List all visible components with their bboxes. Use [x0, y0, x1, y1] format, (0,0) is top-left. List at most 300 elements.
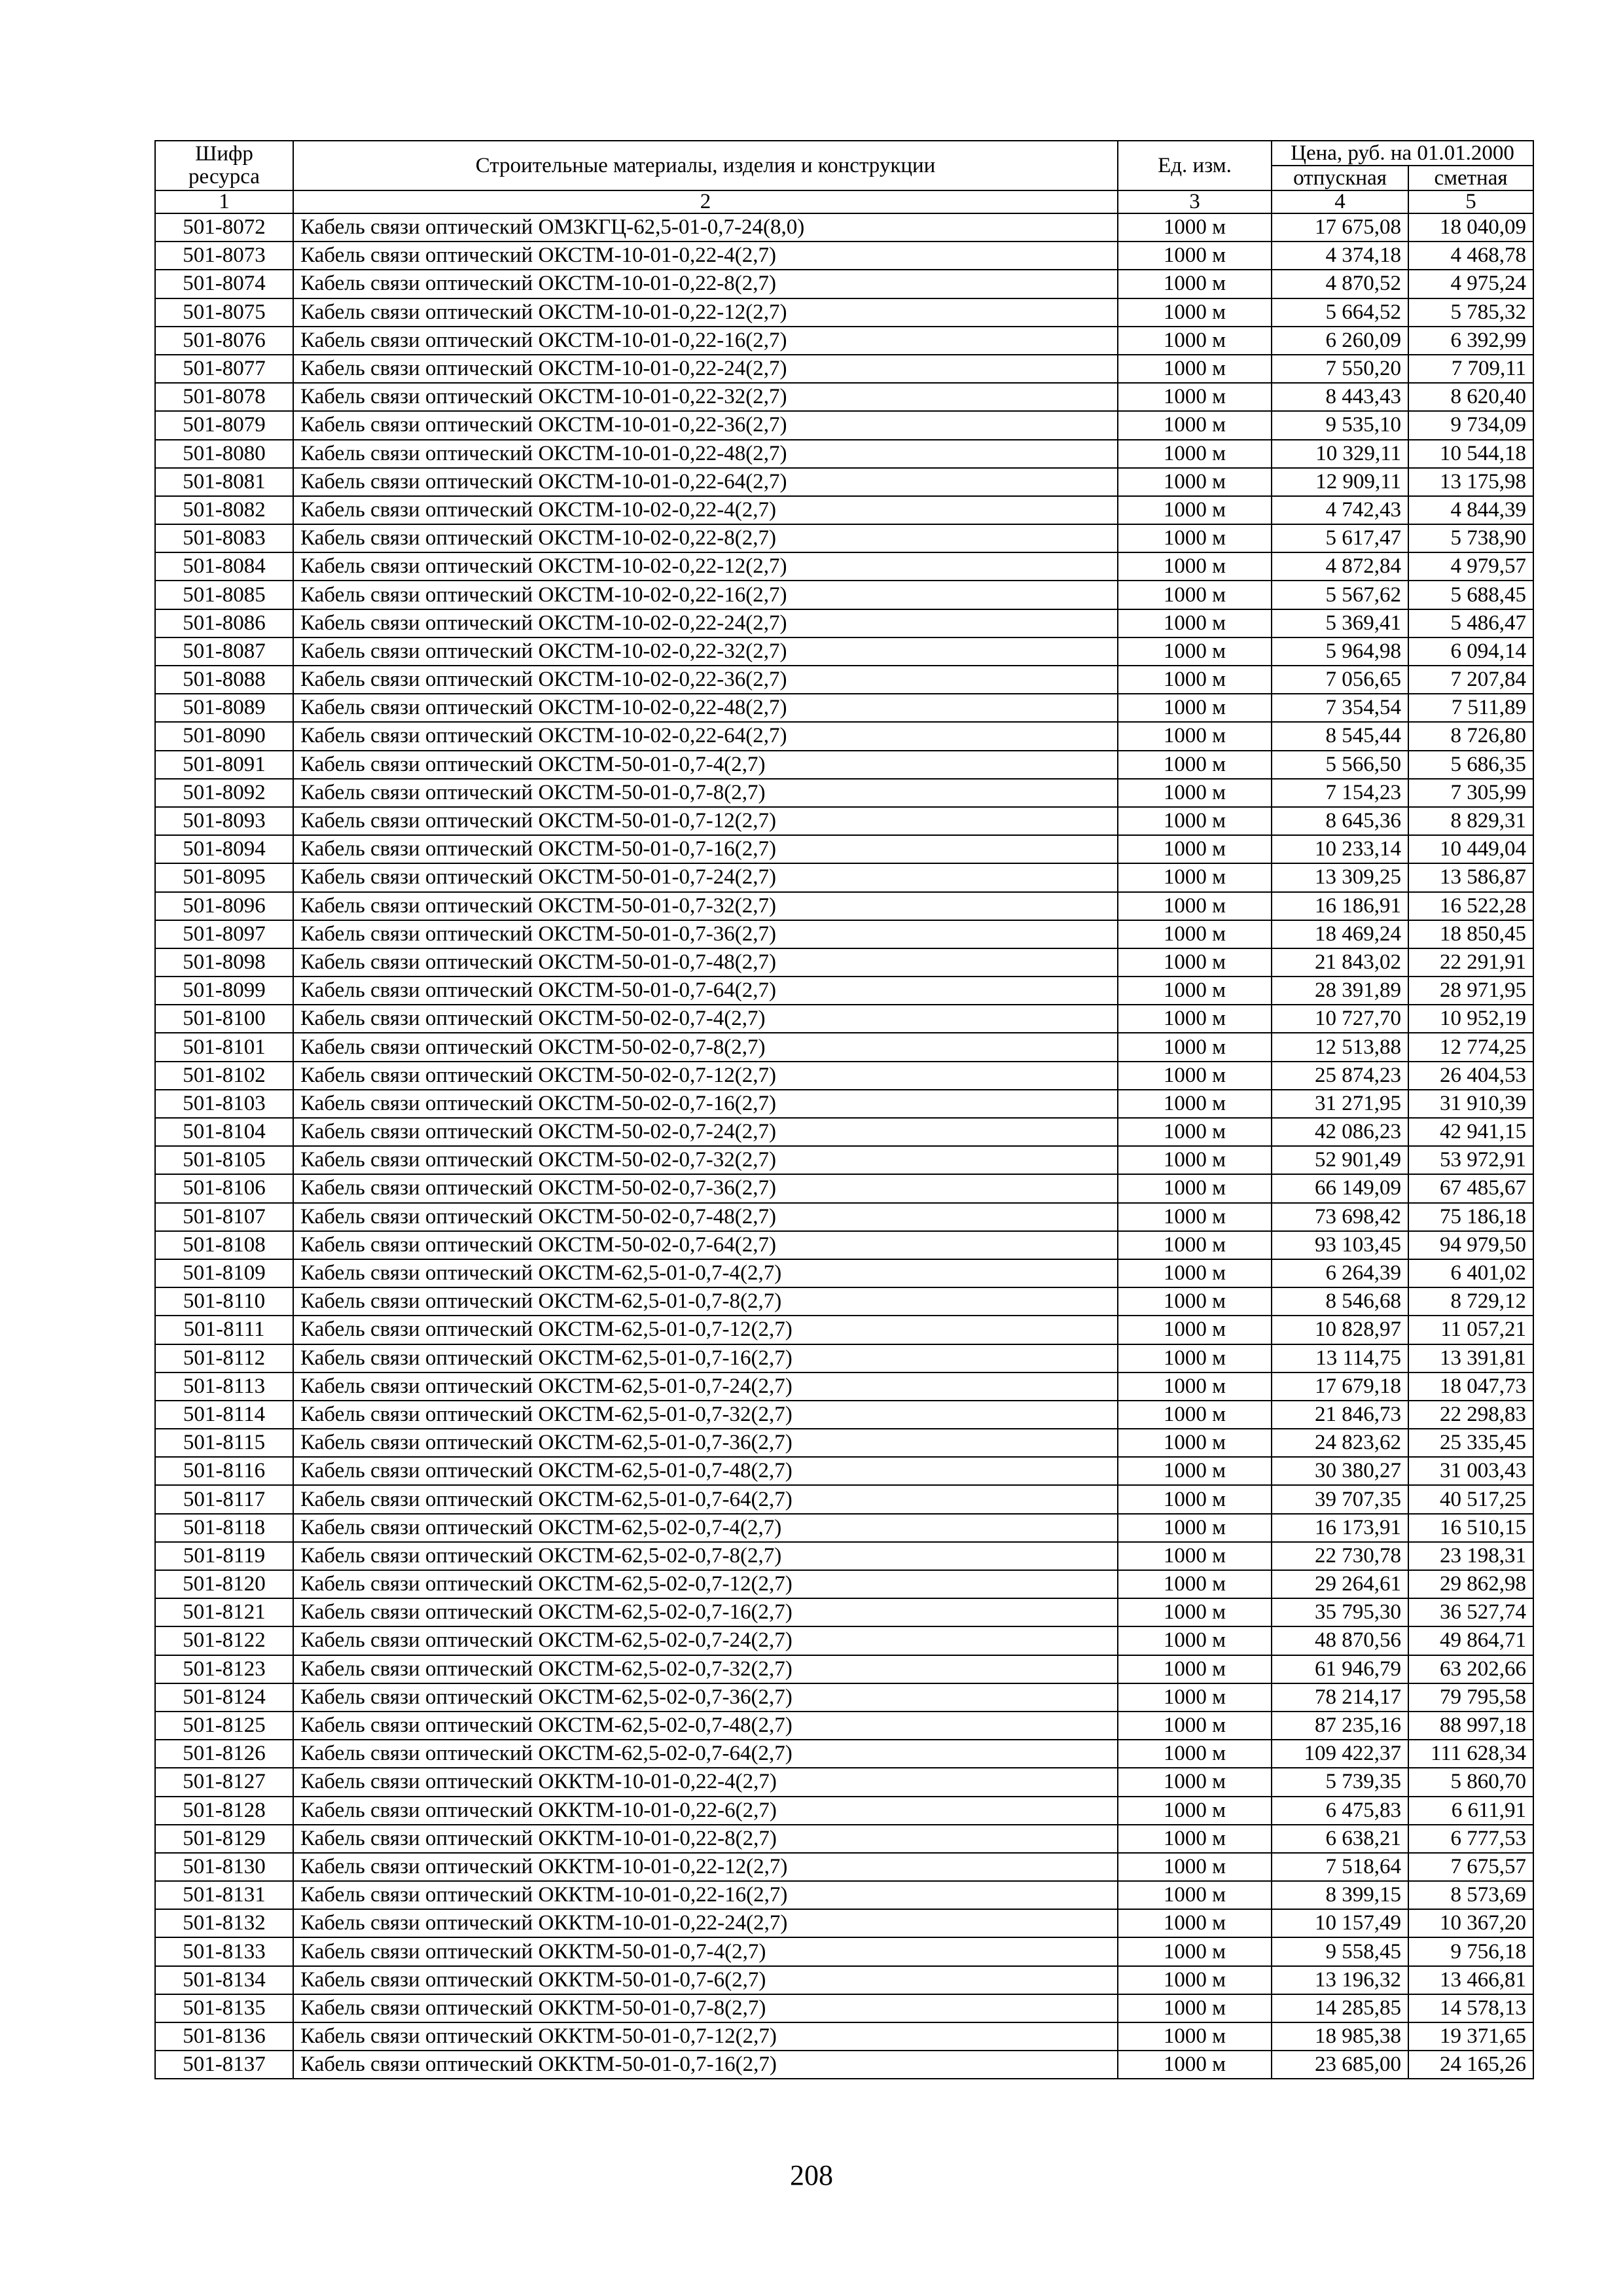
material-name-cell: Кабель связи оптический ОКСТМ-10-02-0,22-4(2,7) [293, 496, 1118, 524]
resource-code-cell: 501-8131 [155, 1881, 293, 1909]
resource-code-cell: 501-8076 [155, 327, 293, 355]
table-row [155, 1203, 1533, 1231]
release-price-cell: 42 086,23 [1272, 1118, 1408, 1146]
table-row [155, 298, 1533, 327]
table-row [155, 1825, 1533, 1853]
unit-cell: 1000 м [1118, 355, 1272, 383]
unit-cell: 1000 м [1118, 920, 1272, 948]
table-row [155, 440, 1533, 468]
release-price-cell: 35 795,30 [1272, 1598, 1408, 1626]
resource-code-cell: 501-8083 [155, 524, 293, 552]
release-price-cell: 7 518,64 [1272, 1853, 1408, 1881]
table-row [155, 355, 1533, 383]
material-name-cell: Кабель связи оптический ОКСТМ-50-01-0,7-4(2,7) [293, 751, 1118, 779]
estimate-price-cell: 12 774,25 [1408, 1033, 1533, 1061]
release-price-cell: 6 264,39 [1272, 1259, 1408, 1287]
release-price-cell: 5 617,47 [1272, 524, 1408, 552]
estimate-price-cell: 14 578,13 [1408, 1994, 1533, 2022]
resource-code-cell: 501-8112 [155, 1344, 293, 1372]
material-name-cell: Кабель связи оптический ОКСТМ-62,5-02-0,7-4(2,7) [293, 1514, 1118, 1542]
release-price-cell: 10 828,97 [1272, 1316, 1408, 1344]
unit-cell: 1000 м [1118, 1881, 1272, 1909]
table-row [155, 1881, 1533, 1909]
material-name-cell: Кабель связи оптический ОКСТМ-10-02-0,22-16(2,7) [293, 581, 1118, 609]
resource-code-cell: 501-8107 [155, 1203, 293, 1231]
release-price-cell: 4 742,43 [1272, 496, 1408, 524]
estimate-price-cell: 31 003,43 [1408, 1457, 1533, 1485]
estimate-price-cell: 22 291,91 [1408, 948, 1533, 977]
resource-code-cell: 501-8073 [155, 242, 293, 270]
release-price-cell: 7 056,65 [1272, 666, 1408, 694]
estimate-price-cell: 5 486,47 [1408, 609, 1533, 637]
material-name-cell: Кабель связи оптический ОКСТМ-62,5-02-0,7-64(2,7) [293, 1740, 1118, 1768]
resource-code-cell: 501-8092 [155, 779, 293, 807]
resource-code-cell: 501-8113 [155, 1372, 293, 1401]
release-price-cell: 28 391,89 [1272, 977, 1408, 1005]
table-body [155, 213, 1533, 2079]
release-price-cell: 5 567,62 [1272, 581, 1408, 609]
estimate-price-cell: 13 466,81 [1408, 1966, 1533, 1994]
table-row [155, 1372, 1533, 1401]
resource-code-cell: 501-8137 [155, 2051, 293, 2079]
header-materials: Строительные материалы, изделия и конструкции [293, 141, 1118, 190]
resource-code-cell: 501-8080 [155, 440, 293, 468]
unit-cell: 1000 м [1118, 1316, 1272, 1344]
resource-code-cell: 501-8126 [155, 1740, 293, 1768]
unit-cell: 1000 м [1118, 468, 1272, 496]
unit-cell: 1000 м [1118, 1768, 1272, 1796]
resource-code-cell: 501-8087 [155, 637, 293, 666]
material-name-cell: Кабель связи оптический ОККТМ-10-01-0,22-8(2,7) [293, 1825, 1118, 1853]
material-name-cell: Кабель связи оптический ОККТМ-10-01-0,22-4(2,7) [293, 1768, 1118, 1796]
page-number: 208 [790, 2159, 833, 2191]
unit-cell: 1000 м [1118, 694, 1272, 722]
release-price-cell: 9 558,45 [1272, 1937, 1408, 1965]
material-name-cell: Кабель связи оптический ОКСТМ-62,5-02-0,7-24(2,7) [293, 1626, 1118, 1655]
unit-cell: 1000 м [1118, 383, 1272, 411]
unit-cell: 1000 м [1118, 977, 1272, 1005]
table-row [155, 383, 1533, 411]
table-row [155, 2051, 1533, 2079]
resource-code-cell: 501-8120 [155, 1570, 293, 1598]
release-price-cell: 4 872,84 [1272, 552, 1408, 581]
material-name-cell: Кабель связи оптический ОККТМ-50-01-0,7-4(2,7) [293, 1937, 1118, 1965]
release-price-cell: 22 730,78 [1272, 1542, 1408, 1570]
unit-cell: 1000 м [1118, 1401, 1272, 1429]
unit-cell: 1000 м [1118, 1005, 1272, 1033]
resource-code-cell: 501-8098 [155, 948, 293, 977]
estimate-price-cell: 11 057,21 [1408, 1316, 1533, 1344]
unit-cell: 1000 м [1118, 637, 1272, 666]
unit-cell: 1000 м [1118, 411, 1272, 439]
table-row [155, 1937, 1533, 1965]
resource-code-cell: 501-8078 [155, 383, 293, 411]
release-price-cell: 8 645,36 [1272, 807, 1408, 835]
table-row [155, 1768, 1533, 1796]
release-price-cell: 61 946,79 [1272, 1655, 1408, 1683]
release-price-cell: 78 214,17 [1272, 1683, 1408, 1712]
resource-code-cell: 501-8097 [155, 920, 293, 948]
estimate-price-cell: 18 850,45 [1408, 920, 1533, 948]
material-name-cell: Кабель связи оптический ОККТМ-50-01-0,7-12(2,7) [293, 2022, 1118, 2051]
estimate-price-cell: 4 979,57 [1408, 552, 1533, 581]
estimate-price-cell: 8 620,40 [1408, 383, 1533, 411]
material-name-cell: Кабель связи оптический ОКСТМ-62,5-02-0,7-16(2,7) [293, 1598, 1118, 1626]
release-price-cell: 93 103,45 [1272, 1231, 1408, 1259]
release-price-cell: 8 546,68 [1272, 1287, 1408, 1316]
release-price-cell: 109 422,37 [1272, 1740, 1408, 1768]
table-row [155, 892, 1533, 920]
release-price-cell: 7 154,23 [1272, 779, 1408, 807]
header-price-estimate: сметная [1408, 166, 1533, 190]
release-price-cell: 10 233,14 [1272, 835, 1408, 863]
table-row [155, 242, 1533, 270]
header-price-group: Цена, руб. на 01.01.2000 [1272, 141, 1533, 166]
release-price-cell: 21 846,73 [1272, 1401, 1408, 1429]
unit-cell: 1000 м [1118, 1937, 1272, 1965]
unit-cell: 1000 м [1118, 1485, 1272, 1513]
unit-cell: 1000 м [1118, 1259, 1272, 1287]
table-row [155, 496, 1533, 524]
estimate-price-cell: 4 844,39 [1408, 496, 1533, 524]
table-row [155, 1909, 1533, 1937]
estimate-price-cell: 111 628,34 [1408, 1740, 1533, 1768]
resource-code-cell: 501-8125 [155, 1712, 293, 1740]
release-price-cell: 48 870,56 [1272, 1626, 1408, 1655]
table-row [155, 468, 1533, 496]
estimate-price-cell: 94 979,50 [1408, 1231, 1533, 1259]
material-name-cell: Кабель связи оптический ОКСТМ-10-01-0,22-36(2,7) [293, 411, 1118, 439]
resource-code-cell: 501-8101 [155, 1033, 293, 1061]
unit-cell: 1000 м [1118, 609, 1272, 637]
table-row [155, 807, 1533, 835]
unit-cell: 1000 м [1118, 1429, 1272, 1457]
release-price-cell: 39 707,35 [1272, 1485, 1408, 1513]
release-price-cell: 17 679,18 [1272, 1372, 1408, 1401]
table-row [155, 1683, 1533, 1712]
resource-code-cell: 501-8081 [155, 468, 293, 496]
table-row [155, 1174, 1533, 1202]
estimate-price-cell: 28 971,95 [1408, 977, 1533, 1005]
unit-cell: 1000 м [1118, 1909, 1272, 1937]
material-name-cell: Кабель связи оптический ОКСТМ-50-01-0,7-12(2,7) [293, 807, 1118, 835]
material-name-cell: Кабель связи оптический ОКСТМ-50-01-0,7-16(2,7) [293, 835, 1118, 863]
unit-cell: 1000 м [1118, 1570, 1272, 1598]
resource-code-cell: 501-8129 [155, 1825, 293, 1853]
unit-cell: 1000 м [1118, 1344, 1272, 1372]
estimate-price-cell: 16 510,15 [1408, 1514, 1533, 1542]
material-name-cell: Кабель связи оптический ОКСТМ-62,5-01-0,7-8(2,7) [293, 1287, 1118, 1316]
release-price-cell: 9 535,10 [1272, 411, 1408, 439]
header-price-release: отпускная [1272, 166, 1408, 190]
material-name-cell: Кабель связи оптический ОКСТМ-10-02-0,22-36(2,7) [293, 666, 1118, 694]
material-name-cell: Кабель связи оптический ОКСТМ-62,5-02-0,7-36(2,7) [293, 1683, 1118, 1712]
unit-cell: 1000 м [1118, 213, 1272, 242]
resource-code-cell: 501-8121 [155, 1598, 293, 1626]
resource-code-cell: 501-8094 [155, 835, 293, 863]
estimate-price-cell: 4 468,78 [1408, 242, 1533, 270]
estimate-price-cell: 10 544,18 [1408, 440, 1533, 468]
table-row [155, 1542, 1533, 1570]
estimate-price-cell: 7 207,84 [1408, 666, 1533, 694]
release-price-cell: 13 114,75 [1272, 1344, 1408, 1372]
release-price-cell: 18 985,38 [1272, 2022, 1408, 2051]
resource-code-cell: 501-8088 [155, 666, 293, 694]
estimate-price-cell: 10 952,19 [1408, 1005, 1533, 1033]
unit-cell: 1000 м [1118, 1712, 1272, 1740]
resource-code-cell: 501-8130 [155, 1853, 293, 1881]
unit-cell: 1000 м [1118, 1514, 1272, 1542]
table-row [155, 2022, 1533, 2051]
release-price-cell: 4 374,18 [1272, 242, 1408, 270]
material-name-cell: Кабель связи оптический ОКСТМ-50-02-0,7-4(2,7) [293, 1005, 1118, 1033]
header-unit: Ед. изм. [1118, 141, 1272, 190]
material-name-cell: Кабель связи оптический ОКСТМ-10-01-0,22-64(2,7) [293, 468, 1118, 496]
estimate-price-cell: 13 175,98 [1408, 468, 1533, 496]
table-row [155, 779, 1533, 807]
release-price-cell: 8 545,44 [1272, 722, 1408, 750]
unit-cell: 1000 м [1118, 581, 1272, 609]
unit-cell: 1000 м [1118, 552, 1272, 581]
table-row [155, 1259, 1533, 1287]
estimate-price-cell: 10 367,20 [1408, 1909, 1533, 1937]
material-name-cell: Кабель связи оптический ОКСТМ-50-02-0,7-64(2,7) [293, 1231, 1118, 1259]
resource-code-cell: 501-8134 [155, 1966, 293, 1994]
resource-code-cell: 501-8136 [155, 2022, 293, 2051]
release-price-cell: 10 727,70 [1272, 1005, 1408, 1033]
material-name-cell: Кабель связи оптический ОККТМ-50-01-0,7-6(2,7) [293, 1966, 1118, 1994]
table-row [155, 1485, 1533, 1513]
material-name-cell: Кабель связи оптический ОКСТМ-10-01-0,22-16(2,7) [293, 327, 1118, 355]
unit-cell: 1000 м [1118, 327, 1272, 355]
resource-code-cell: 501-8114 [155, 1401, 293, 1429]
column-number-3: 3 [1118, 190, 1272, 213]
resource-code-cell: 501-8103 [155, 1090, 293, 1118]
table-row [155, 666, 1533, 694]
material-name-cell: Кабель связи оптический ОККТМ-10-01-0,22-12(2,7) [293, 1853, 1118, 1881]
table-row [155, 1514, 1533, 1542]
resource-code-cell: 501-8104 [155, 1118, 293, 1146]
table-row [155, 609, 1533, 637]
table-row [155, 1005, 1533, 1033]
release-price-cell: 5 964,98 [1272, 637, 1408, 666]
unit-cell: 1000 м [1118, 1853, 1272, 1881]
release-price-cell: 6 475,83 [1272, 1797, 1408, 1825]
table-row [155, 1287, 1533, 1316]
material-name-cell: Кабель связи оптический ОКСТМ-10-02-0,22-24(2,7) [293, 609, 1118, 637]
unit-cell: 1000 м [1118, 835, 1272, 863]
table-row [155, 1570, 1533, 1598]
release-price-cell: 23 685,00 [1272, 2051, 1408, 2079]
material-name-cell: Кабель связи оптический ОККТМ-10-01-0,22-16(2,7) [293, 1881, 1118, 1909]
material-name-cell: Кабель связи оптический ОКСТМ-50-02-0,7-24(2,7) [293, 1118, 1118, 1146]
estimate-price-cell: 5 688,45 [1408, 581, 1533, 609]
estimate-price-cell: 25 335,45 [1408, 1429, 1533, 1457]
release-price-cell: 16 173,91 [1272, 1514, 1408, 1542]
unit-cell: 1000 м [1118, 242, 1272, 270]
estimate-price-cell: 23 198,31 [1408, 1542, 1533, 1570]
release-price-cell: 29 264,61 [1272, 1570, 1408, 1598]
resource-code-cell: 501-8108 [155, 1231, 293, 1259]
material-name-cell: Кабель связи оптический ОКСТМ-50-02-0,7-8(2,7) [293, 1033, 1118, 1061]
material-name-cell: Кабель связи оптический ОКСТМ-50-02-0,7-48(2,7) [293, 1203, 1118, 1231]
release-price-cell: 5 369,41 [1272, 609, 1408, 637]
release-price-cell: 6 638,21 [1272, 1825, 1408, 1853]
material-name-cell: Кабель связи оптический ОКСТМ-62,5-01-0,7-24(2,7) [293, 1372, 1118, 1401]
material-name-cell: Кабель связи оптический ОКСТМ-50-02-0,7-16(2,7) [293, 1090, 1118, 1118]
estimate-price-cell: 79 795,58 [1408, 1683, 1533, 1712]
table-row [155, 1994, 1533, 2022]
material-name-cell: Кабель связи оптический ОКСТМ-50-01-0,7-48(2,7) [293, 948, 1118, 977]
table-row [155, 411, 1533, 439]
resource-code-cell: 501-8086 [155, 609, 293, 637]
unit-cell: 1000 м [1118, 1966, 1272, 1994]
unit-cell: 1000 м [1118, 1797, 1272, 1825]
estimate-price-cell: 10 449,04 [1408, 835, 1533, 863]
table-row [155, 1231, 1533, 1259]
unit-cell: 1000 м [1118, 1598, 1272, 1626]
release-price-cell: 87 235,16 [1272, 1712, 1408, 1740]
material-name-cell: Кабель связи оптический ОКСТМ-10-02-0,22-64(2,7) [293, 722, 1118, 750]
estimate-price-cell: 8 729,12 [1408, 1287, 1533, 1316]
unit-cell: 1000 м [1118, 807, 1272, 835]
release-price-cell: 12 513,88 [1272, 1033, 1408, 1061]
table-row [155, 1797, 1533, 1825]
resource-code-cell: 501-8115 [155, 1429, 293, 1457]
resource-code-cell: 501-8093 [155, 807, 293, 835]
resource-code-cell: 501-8116 [155, 1457, 293, 1485]
table-row [155, 694, 1533, 722]
release-price-cell: 10 329,11 [1272, 440, 1408, 468]
resource-code-cell: 501-8090 [155, 722, 293, 750]
resource-code-cell: 501-8106 [155, 1174, 293, 1202]
release-price-cell: 7 354,54 [1272, 694, 1408, 722]
estimate-price-cell: 18 047,73 [1408, 1372, 1533, 1401]
release-price-cell: 25 874,23 [1272, 1062, 1408, 1090]
release-price-cell: 5 739,35 [1272, 1768, 1408, 1796]
resource-code-cell: 501-8109 [155, 1259, 293, 1287]
estimate-price-cell: 24 165,26 [1408, 2051, 1533, 2079]
material-name-cell: Кабель связи оптический ОКСТМ-10-01-0,22-4(2,7) [293, 242, 1118, 270]
estimate-price-cell: 16 522,28 [1408, 892, 1533, 920]
unit-cell: 1000 м [1118, 1118, 1272, 1146]
table-row [155, 1316, 1533, 1344]
estimate-price-cell: 49 864,71 [1408, 1626, 1533, 1655]
unit-cell: 1000 м [1118, 1174, 1272, 1202]
release-price-cell: 14 285,85 [1272, 1994, 1408, 2022]
table-row [155, 1033, 1533, 1061]
table-row [155, 1626, 1533, 1655]
material-name-cell: Кабель связи оптический ОКСТМ-10-02-0,22-8(2,7) [293, 524, 1118, 552]
table-row [155, 581, 1533, 609]
resource-code-cell: 501-8072 [155, 213, 293, 242]
estimate-price-cell: 42 941,15 [1408, 1118, 1533, 1146]
estimate-price-cell: 63 202,66 [1408, 1655, 1533, 1683]
release-price-cell: 18 469,24 [1272, 920, 1408, 948]
table-row [155, 948, 1533, 977]
table-row [155, 637, 1533, 666]
material-name-cell: Кабель связи оптический ОКСТМ-62,5-02-0,7-12(2,7) [293, 1570, 1118, 1598]
material-name-cell: Кабель связи оптический ОКСТМ-50-01-0,7-36(2,7) [293, 920, 1118, 948]
release-price-cell: 30 380,27 [1272, 1457, 1408, 1485]
estimate-price-cell: 53 972,91 [1408, 1146, 1533, 1174]
material-name-cell: Кабель связи оптический ОКСТМ-10-01-0,22-12(2,7) [293, 298, 1118, 327]
resource-code-cell: 501-8095 [155, 863, 293, 891]
table-row [155, 1457, 1533, 1485]
release-price-cell: 66 149,09 [1272, 1174, 1408, 1202]
material-name-cell: Кабель связи оптический ОКСТМ-50-01-0,7-32(2,7) [293, 892, 1118, 920]
header-resource-code: Шифр ресурса [155, 141, 293, 190]
unit-cell: 1000 м [1118, 1825, 1272, 1853]
release-price-cell: 6 260,09 [1272, 327, 1408, 355]
table-row [155, 327, 1533, 355]
estimate-price-cell: 8 573,69 [1408, 1881, 1533, 1909]
estimate-price-cell: 6 777,53 [1408, 1825, 1533, 1853]
release-price-cell: 31 271,95 [1272, 1090, 1408, 1118]
resource-code-cell: 501-8074 [155, 270, 293, 298]
table-row [155, 552, 1533, 581]
estimate-price-cell: 75 186,18 [1408, 1203, 1533, 1231]
resource-code-cell: 501-8127 [155, 1768, 293, 1796]
release-price-cell: 16 186,91 [1272, 892, 1408, 920]
resource-code-cell: 501-8110 [155, 1287, 293, 1316]
unit-cell: 1000 м [1118, 1740, 1272, 1768]
resource-code-cell: 501-8124 [155, 1683, 293, 1712]
material-name-cell: Кабель связи оптический ОКСТМ-10-02-0,22-12(2,7) [293, 552, 1118, 581]
material-name-cell: Кабель связи оптический ОМЗКГЦ-62,5-01-0,7-24(8,0) [293, 213, 1118, 242]
release-price-cell: 17 675,08 [1272, 213, 1408, 242]
material-name-cell: Кабель связи оптический ОКСТМ-10-02-0,22-48(2,7) [293, 694, 1118, 722]
unit-cell: 1000 м [1118, 779, 1272, 807]
material-name-cell: Кабель связи оптический ОКСТМ-62,5-02-0,7-32(2,7) [293, 1655, 1118, 1683]
estimate-price-cell: 29 862,98 [1408, 1570, 1533, 1598]
material-name-cell: Кабель связи оптический ОКСТМ-62,5-01-0,7-12(2,7) [293, 1316, 1118, 1344]
unit-cell: 1000 м [1118, 666, 1272, 694]
column-number-1: 1 [155, 190, 293, 213]
table-row [155, 1740, 1533, 1768]
material-name-cell: Кабель связи оптический ОКСТМ-62,5-01-0,7-36(2,7) [293, 1429, 1118, 1457]
material-name-cell: Кабель связи оптический ОКСТМ-50-01-0,7-64(2,7) [293, 977, 1118, 1005]
unit-cell: 1000 м [1118, 863, 1272, 891]
table-row [155, 1712, 1533, 1740]
material-name-cell: Кабель связи оптический ОКСТМ-10-01-0,22-32(2,7) [293, 383, 1118, 411]
release-price-cell: 52 901,49 [1272, 1146, 1408, 1174]
table-row [155, 722, 1533, 750]
unit-cell: 1000 м [1118, 2051, 1272, 2079]
estimate-price-cell: 40 517,25 [1408, 1485, 1533, 1513]
table-row [155, 835, 1533, 863]
release-price-cell: 24 823,62 [1272, 1429, 1408, 1457]
resource-code-cell: 501-8084 [155, 552, 293, 581]
estimate-price-cell: 67 485,67 [1408, 1174, 1533, 1202]
estimate-price-cell: 6 392,99 [1408, 327, 1533, 355]
table-row [155, 1966, 1533, 1994]
unit-cell: 1000 м [1118, 1683, 1272, 1712]
estimate-price-cell: 5 738,90 [1408, 524, 1533, 552]
resource-code-cell: 501-8128 [155, 1797, 293, 1825]
table-row [155, 1146, 1533, 1174]
material-name-cell: Кабель связи оптический ОКСТМ-62,5-02-0,7-48(2,7) [293, 1712, 1118, 1740]
unit-cell: 1000 м [1118, 751, 1272, 779]
material-name-cell: Кабель связи оптический ОКСТМ-50-02-0,7-36(2,7) [293, 1174, 1118, 1202]
unit-cell: 1000 м [1118, 1146, 1272, 1174]
estimate-price-cell: 6 611,91 [1408, 1797, 1533, 1825]
resource-code-cell: 501-8100 [155, 1005, 293, 1033]
material-name-cell: Кабель связи оптический ОКСТМ-10-01-0,22-48(2,7) [293, 440, 1118, 468]
estimate-price-cell: 88 997,18 [1408, 1712, 1533, 1740]
unit-cell: 1000 м [1118, 1033, 1272, 1061]
unit-cell: 1000 м [1118, 524, 1272, 552]
